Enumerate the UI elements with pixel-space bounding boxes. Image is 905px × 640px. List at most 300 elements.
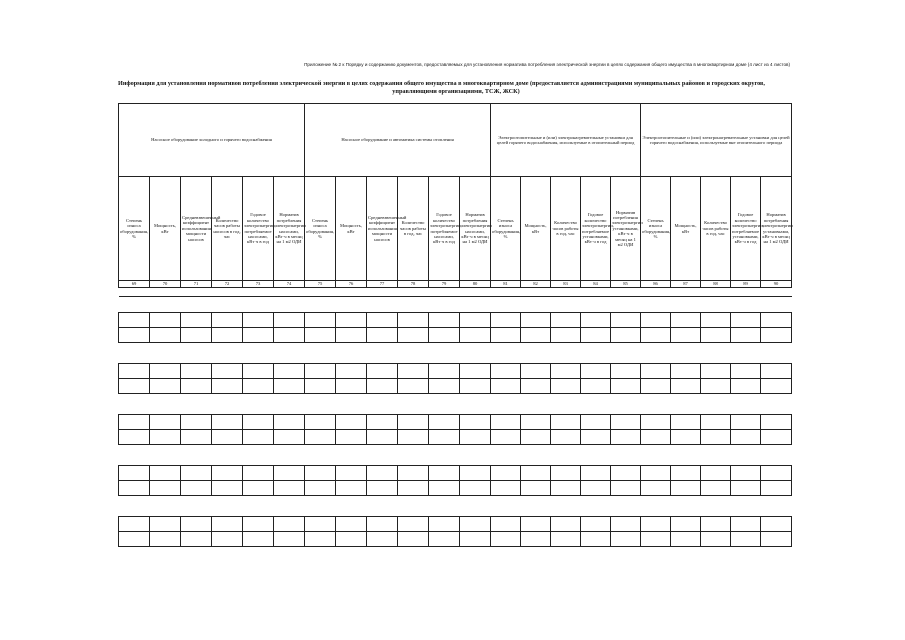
separator-cell: [551, 288, 581, 297]
table-cell[interactable]: [243, 379, 274, 394]
table-cell[interactable]: [181, 313, 212, 328]
table-cell[interactable]: [150, 466, 181, 481]
separator-cell: [367, 288, 398, 297]
table-cell[interactable]: [491, 466, 521, 481]
table-cell[interactable]: [429, 379, 460, 394]
table-cell[interactable]: [212, 430, 243, 445]
table-cell[interactable]: [150, 430, 181, 445]
table-cell[interactable]: [551, 415, 581, 430]
table-row: [119, 328, 792, 343]
table-cell[interactable]: [305, 532, 336, 547]
table-cell[interactable]: [398, 517, 429, 532]
table-cell[interactable]: [491, 517, 521, 532]
table-cell[interactable]: [305, 313, 336, 328]
table-cell[interactable]: [521, 415, 551, 430]
column-number: 84: [581, 281, 611, 288]
table-cell[interactable]: [731, 517, 761, 532]
table-cell[interactable]: [671, 481, 701, 496]
table-cell[interactable]: [336, 328, 367, 343]
table-cell[interactable]: [641, 364, 671, 379]
separator-cell: [398, 288, 429, 297]
table-cell[interactable]: [429, 532, 460, 547]
table-cell[interactable]: [460, 517, 491, 532]
table-cell[interactable]: [641, 379, 671, 394]
table-row: [119, 517, 792, 532]
table-cell[interactable]: [429, 466, 460, 481]
table-cell[interactable]: [460, 328, 491, 343]
table-row: [119, 415, 792, 430]
table-cell[interactable]: [398, 532, 429, 547]
table-row: [119, 364, 792, 379]
table-cell[interactable]: [305, 379, 336, 394]
table-cell[interactable]: [181, 430, 212, 445]
column-number: 78: [398, 281, 429, 288]
table-cell[interactable]: [243, 364, 274, 379]
table-cell[interactable]: [274, 364, 305, 379]
table-cell[interactable]: [212, 517, 243, 532]
title-line-2: управляющими организациями, ТСЖ, ЖСК): [392, 88, 520, 95]
separator-cell: [429, 288, 460, 297]
column-number: 79: [429, 281, 460, 288]
table-cell[interactable]: [119, 328, 150, 343]
separator-cell: [181, 288, 212, 297]
table-cell[interactable]: [150, 364, 181, 379]
separator-cell: [460, 288, 491, 297]
table-cell[interactable]: [119, 517, 150, 532]
table-cell[interactable]: [581, 430, 611, 445]
block-spacer: [119, 297, 792, 313]
table-cell[interactable]: [611, 415, 641, 430]
table-cell[interactable]: [367, 517, 398, 532]
table-cell[interactable]: [701, 415, 731, 430]
table-cell[interactable]: [274, 415, 305, 430]
table-cell[interactable]: [398, 328, 429, 343]
separator-cell: [491, 288, 521, 297]
table-cell[interactable]: [731, 532, 761, 547]
column-number: 76: [336, 281, 367, 288]
table-cell[interactable]: [336, 415, 367, 430]
table-cell[interactable]: [181, 517, 212, 532]
table-cell[interactable]: [671, 328, 701, 343]
table-cell[interactable]: [551, 313, 581, 328]
separator-cell: [305, 288, 336, 297]
column-number: 81: [491, 281, 521, 288]
column-header: Годовое количество электроэнергии, потребляемое установками, кВт·ч в год: [731, 177, 761, 281]
table-cell[interactable]: [119, 532, 150, 547]
table-body-blocks: [119, 297, 792, 547]
separator-cell: [671, 288, 701, 297]
table-cell[interactable]: [731, 328, 761, 343]
column-number: 87: [671, 281, 701, 288]
table-cell[interactable]: [336, 313, 367, 328]
column-header: Мощность, кВт: [521, 177, 551, 281]
table-cell[interactable]: [367, 430, 398, 445]
table-cell[interactable]: [336, 466, 367, 481]
table-cell[interactable]: [460, 379, 491, 394]
table-cell[interactable]: [336, 481, 367, 496]
table-cell[interactable]: [761, 532, 792, 547]
table-cell[interactable]: [398, 313, 429, 328]
table-cell[interactable]: [491, 430, 521, 445]
column-header: Количество часов работы в год, час: [398, 177, 429, 281]
table-cell[interactable]: [460, 313, 491, 328]
table-cell[interactable]: [243, 466, 274, 481]
table-cell[interactable]: [398, 466, 429, 481]
table-cell[interactable]: [701, 466, 731, 481]
table-cell[interactable]: [761, 415, 792, 430]
column-number: 70: [150, 281, 181, 288]
table-cell[interactable]: [367, 379, 398, 394]
table-cell[interactable]: [305, 481, 336, 496]
table-cell[interactable]: [611, 313, 641, 328]
table-cell[interactable]: [243, 430, 274, 445]
table-cell[interactable]: [181, 466, 212, 481]
table-cell[interactable]: [611, 328, 641, 343]
table-cell[interactable]: [761, 466, 792, 481]
table-cell[interactable]: [551, 466, 581, 481]
table-cell[interactable]: [731, 466, 761, 481]
table-cell[interactable]: [429, 313, 460, 328]
table-cell[interactable]: [491, 313, 521, 328]
separator-row: [119, 288, 792, 297]
table-cell[interactable]: [701, 532, 731, 547]
table-cell[interactable]: [460, 481, 491, 496]
table-cell[interactable]: [611, 466, 641, 481]
table-row: [119, 466, 792, 481]
table-cell[interactable]: [429, 328, 460, 343]
table-cell[interactable]: [641, 532, 671, 547]
separator-cell: [274, 288, 305, 297]
table-cell[interactable]: [701, 481, 731, 496]
appendix-note: Приложение № 2 к Порядку и содержанию документов, предоставляемых для установления норматива потребления электрической энергии в целях содержания общего имущества в многоквартирном доме (4 лист из 4 листов): [304, 62, 790, 67]
table-cell[interactable]: [367, 466, 398, 481]
table-cell[interactable]: [611, 517, 641, 532]
table-cell[interactable]: [671, 415, 701, 430]
table-cell[interactable]: [491, 481, 521, 496]
spacer-cell: [119, 394, 792, 415]
table-cell[interactable]: [274, 328, 305, 343]
table-cell[interactable]: [212, 466, 243, 481]
table-cell[interactable]: [429, 364, 460, 379]
column-header-row: [119, 177, 792, 281]
table-cell[interactable]: [398, 364, 429, 379]
table-cell[interactable]: [521, 481, 551, 496]
table-cell[interactable]: [429, 430, 460, 445]
table-cell[interactable]: [701, 328, 731, 343]
table-cell[interactable]: [581, 466, 611, 481]
table-cell[interactable]: [521, 466, 551, 481]
table-cell[interactable]: [212, 532, 243, 547]
column-number-row: [119, 281, 792, 288]
table-cell[interactable]: [581, 415, 611, 430]
table-cell[interactable]: [243, 328, 274, 343]
column-number: 69: [119, 281, 150, 288]
table-cell[interactable]: [641, 517, 671, 532]
table-cell[interactable]: [305, 466, 336, 481]
table-cell[interactable]: [491, 415, 521, 430]
table-cell[interactable]: [761, 379, 792, 394]
column-number: 88: [701, 281, 731, 288]
table-cell[interactable]: [491, 364, 521, 379]
table-cell[interactable]: [731, 379, 761, 394]
table-cell[interactable]: [581, 328, 611, 343]
table-cell[interactable]: [398, 415, 429, 430]
table-cell[interactable]: [761, 328, 792, 343]
table-cell[interactable]: [521, 532, 551, 547]
table-cell[interactable]: [641, 313, 671, 328]
block-spacer: [119, 343, 792, 364]
table-cell[interactable]: [119, 379, 150, 394]
group-header-row: [119, 104, 792, 177]
table-cell[interactable]: [671, 364, 701, 379]
table-cell[interactable]: [305, 430, 336, 445]
table-cell[interactable]: [731, 364, 761, 379]
table-cell[interactable]: [761, 364, 792, 379]
table-cell[interactable]: [521, 379, 551, 394]
table-cell[interactable]: [305, 364, 336, 379]
table-cell[interactable]: [671, 517, 701, 532]
block-spacer: [119, 496, 792, 517]
column-header: Норматив потребления электроэнергии насосами, кВт·ч в месяц на 1 м2 ОДИ: [460, 177, 491, 281]
table-cell[interactable]: [243, 481, 274, 496]
table-cell[interactable]: [551, 517, 581, 532]
table-cell[interactable]: [641, 481, 671, 496]
table-cell[interactable]: [398, 430, 429, 445]
table-cell[interactable]: [367, 328, 398, 343]
separator-cell: [581, 288, 611, 297]
table-cell[interactable]: [243, 415, 274, 430]
table-cell[interactable]: [398, 481, 429, 496]
table-cell[interactable]: [611, 430, 641, 445]
table-cell[interactable]: [671, 430, 701, 445]
table-cell[interactable]: [181, 415, 212, 430]
column-header: Количество часов работы в год, час: [551, 177, 581, 281]
table-cell[interactable]: [212, 328, 243, 343]
table-cell[interactable]: [581, 379, 611, 394]
table-cell[interactable]: [181, 328, 212, 343]
column-number: 80: [460, 281, 491, 288]
table-cell[interactable]: [119, 364, 150, 379]
table-cell[interactable]: [305, 517, 336, 532]
table-cell[interactable]: [336, 517, 367, 532]
column-header: Количество часов работы в год, час: [701, 177, 731, 281]
column-header: Годовое количество электроэнергии, потребляемое установками, кВт·ч в год: [581, 177, 611, 281]
column-number: 72: [212, 281, 243, 288]
table-cell[interactable]: [761, 517, 792, 532]
table-cell[interactable]: [150, 313, 181, 328]
group-header-heating-pumps: Насосное оборудование и автоматика системы отопления: [305, 104, 491, 177]
table-cell[interactable]: [119, 430, 150, 445]
table-cell[interactable]: [641, 430, 671, 445]
separator-cell: [641, 288, 671, 297]
table-cell[interactable]: [336, 532, 367, 547]
table-cell[interactable]: [521, 328, 551, 343]
table-cell[interactable]: [119, 313, 150, 328]
table-cell[interactable]: [150, 481, 181, 496]
separator-cell: [701, 288, 731, 297]
table-cell[interactable]: [398, 379, 429, 394]
table-cell[interactable]: [367, 364, 398, 379]
table-row: [119, 379, 792, 394]
separator-cell: [119, 288, 150, 297]
table-cell[interactable]: [367, 313, 398, 328]
table-cell[interactable]: [611, 379, 641, 394]
table-cell[interactable]: [581, 481, 611, 496]
table-cell[interactable]: [701, 517, 731, 532]
table-cell[interactable]: [521, 430, 551, 445]
table-cell[interactable]: [274, 430, 305, 445]
table-cell[interactable]: [460, 532, 491, 547]
table-cell[interactable]: [671, 313, 701, 328]
table-cell[interactable]: [671, 532, 701, 547]
table-cell[interactable]: [119, 415, 150, 430]
table-cell[interactable]: [367, 415, 398, 430]
table-cell[interactable]: [731, 481, 761, 496]
table-cell[interactable]: [150, 379, 181, 394]
table-cell[interactable]: [181, 481, 212, 496]
table-cell[interactable]: [581, 364, 611, 379]
spacer-cell: [119, 445, 792, 466]
table-cell[interactable]: [761, 430, 792, 445]
block-spacer: [119, 445, 792, 466]
separator-cell: [150, 288, 181, 297]
table-cell[interactable]: [521, 364, 551, 379]
table-cell[interactable]: [212, 379, 243, 394]
table-cell[interactable]: [551, 379, 581, 394]
column-number: 89: [731, 281, 761, 288]
table-cell[interactable]: [731, 415, 761, 430]
title-line-1: Информация для установления нормативов потребления электрической энергии в целях содержания общего имущества в многоквартирном доме (предоставляется администрациями муниципальных районов и городских округов,: [118, 80, 765, 87]
table-cell[interactable]: [491, 328, 521, 343]
column-header: Степень износа оборудования, %: [641, 177, 671, 281]
spacer-cell: [119, 496, 792, 517]
table-cell[interactable]: [611, 532, 641, 547]
table-cell[interactable]: [243, 313, 274, 328]
table-cell[interactable]: [551, 328, 581, 343]
table-cell[interactable]: [460, 364, 491, 379]
separator-cell: [336, 288, 367, 297]
table-cell[interactable]: [119, 481, 150, 496]
column-number: 90: [761, 281, 792, 288]
table-cell[interactable]: [212, 415, 243, 430]
table-cell[interactable]: [336, 364, 367, 379]
table-cell[interactable]: [212, 313, 243, 328]
table-cell[interactable]: [274, 517, 305, 532]
table-cell[interactable]: [581, 517, 611, 532]
table-cell[interactable]: [243, 517, 274, 532]
table-cell[interactable]: [581, 313, 611, 328]
table-cell[interactable]: [761, 313, 792, 328]
table-cell[interactable]: [641, 415, 671, 430]
table-cell[interactable]: [150, 415, 181, 430]
table-cell[interactable]: [551, 532, 581, 547]
table-cell[interactable]: [274, 379, 305, 394]
column-header: Степень износа оборудования, %: [119, 177, 150, 281]
table-cell[interactable]: [212, 364, 243, 379]
table-row: [119, 313, 792, 328]
table-cell[interactable]: [491, 532, 521, 547]
table-cell[interactable]: [701, 379, 731, 394]
table-cell[interactable]: [701, 364, 731, 379]
table-cell[interactable]: [181, 532, 212, 547]
table-cell[interactable]: [551, 481, 581, 496]
table-cell[interactable]: [491, 379, 521, 394]
block-spacer: [119, 394, 792, 415]
separator-cell: [731, 288, 761, 297]
table-cell[interactable]: [150, 517, 181, 532]
table-cell[interactable]: [243, 532, 274, 547]
table-cell[interactable]: [551, 430, 581, 445]
column-number: 73: [243, 281, 274, 288]
table-cell[interactable]: [150, 532, 181, 547]
table-cell[interactable]: [761, 481, 792, 496]
table-cell[interactable]: [641, 328, 671, 343]
table-cell[interactable]: [460, 415, 491, 430]
column-header: Степень износа оборудования, %: [491, 177, 521, 281]
table-cell[interactable]: [429, 481, 460, 496]
table-cell[interactable]: [181, 364, 212, 379]
table-cell[interactable]: [701, 313, 731, 328]
table-cell[interactable]: [212, 481, 243, 496]
column-number: 77: [367, 281, 398, 288]
table-cell[interactable]: [150, 328, 181, 343]
table-cell[interactable]: [274, 532, 305, 547]
table-cell[interactable]: [336, 430, 367, 445]
table-cell[interactable]: [521, 313, 551, 328]
table-cell[interactable]: [611, 364, 641, 379]
column-header: Средневзвешенный коэффициент использования мощности насосов: [367, 177, 398, 281]
table-cell[interactable]: [581, 532, 611, 547]
table-cell[interactable]: [551, 364, 581, 379]
table-row: [119, 532, 792, 547]
table-cell[interactable]: [274, 313, 305, 328]
table-cell[interactable]: [460, 466, 491, 481]
table-cell[interactable]: [367, 532, 398, 547]
table-cell[interactable]: [521, 517, 551, 532]
table-cell[interactable]: [119, 466, 150, 481]
group-header-non-heating-season: Электроотопительные и (или) электронагревательные установки для целей горячего водоснабжения, используемые вне отопительного периода: [641, 104, 792, 177]
table-cell[interactable]: [181, 379, 212, 394]
column-header: Норматив потребления электроэнергии установками, кВт·ч в месяц на 1 м2 ОДИ: [761, 177, 792, 281]
table-cell[interactable]: [671, 379, 701, 394]
table-cell[interactable]: [460, 430, 491, 445]
column-header: Годовое количество электроэнергии, потребляемое насосами, кВт·ч в год: [243, 177, 274, 281]
column-number: 74: [274, 281, 305, 288]
separator-cell: [212, 288, 243, 297]
column-number: 86: [641, 281, 671, 288]
separator-cell: [521, 288, 551, 297]
table-cell[interactable]: [671, 466, 701, 481]
table-cell[interactable]: [731, 430, 761, 445]
table-cell[interactable]: [274, 466, 305, 481]
table-cell[interactable]: [367, 481, 398, 496]
column-number: 82: [521, 281, 551, 288]
table-cell[interactable]: [429, 517, 460, 532]
column-header: Норматив потребления электроэнергии установками, кВт·ч в месяц на 1 м2 ОДИ: [611, 177, 641, 281]
table-cell[interactable]: [731, 313, 761, 328]
group-header-water-pumps: Насосное оборудование холодного и горячего водоснабжения: [119, 104, 305, 177]
separator-cell: [761, 288, 792, 297]
table-cell[interactable]: [274, 481, 305, 496]
column-header: Мощность, кВт: [671, 177, 701, 281]
table-cell[interactable]: [429, 415, 460, 430]
table-cell[interactable]: [701, 430, 731, 445]
table-cell[interactable]: [305, 415, 336, 430]
table-cell[interactable]: [611, 481, 641, 496]
table-cell[interactable]: [641, 466, 671, 481]
table-cell[interactable]: [336, 379, 367, 394]
table-cell[interactable]: [305, 328, 336, 343]
